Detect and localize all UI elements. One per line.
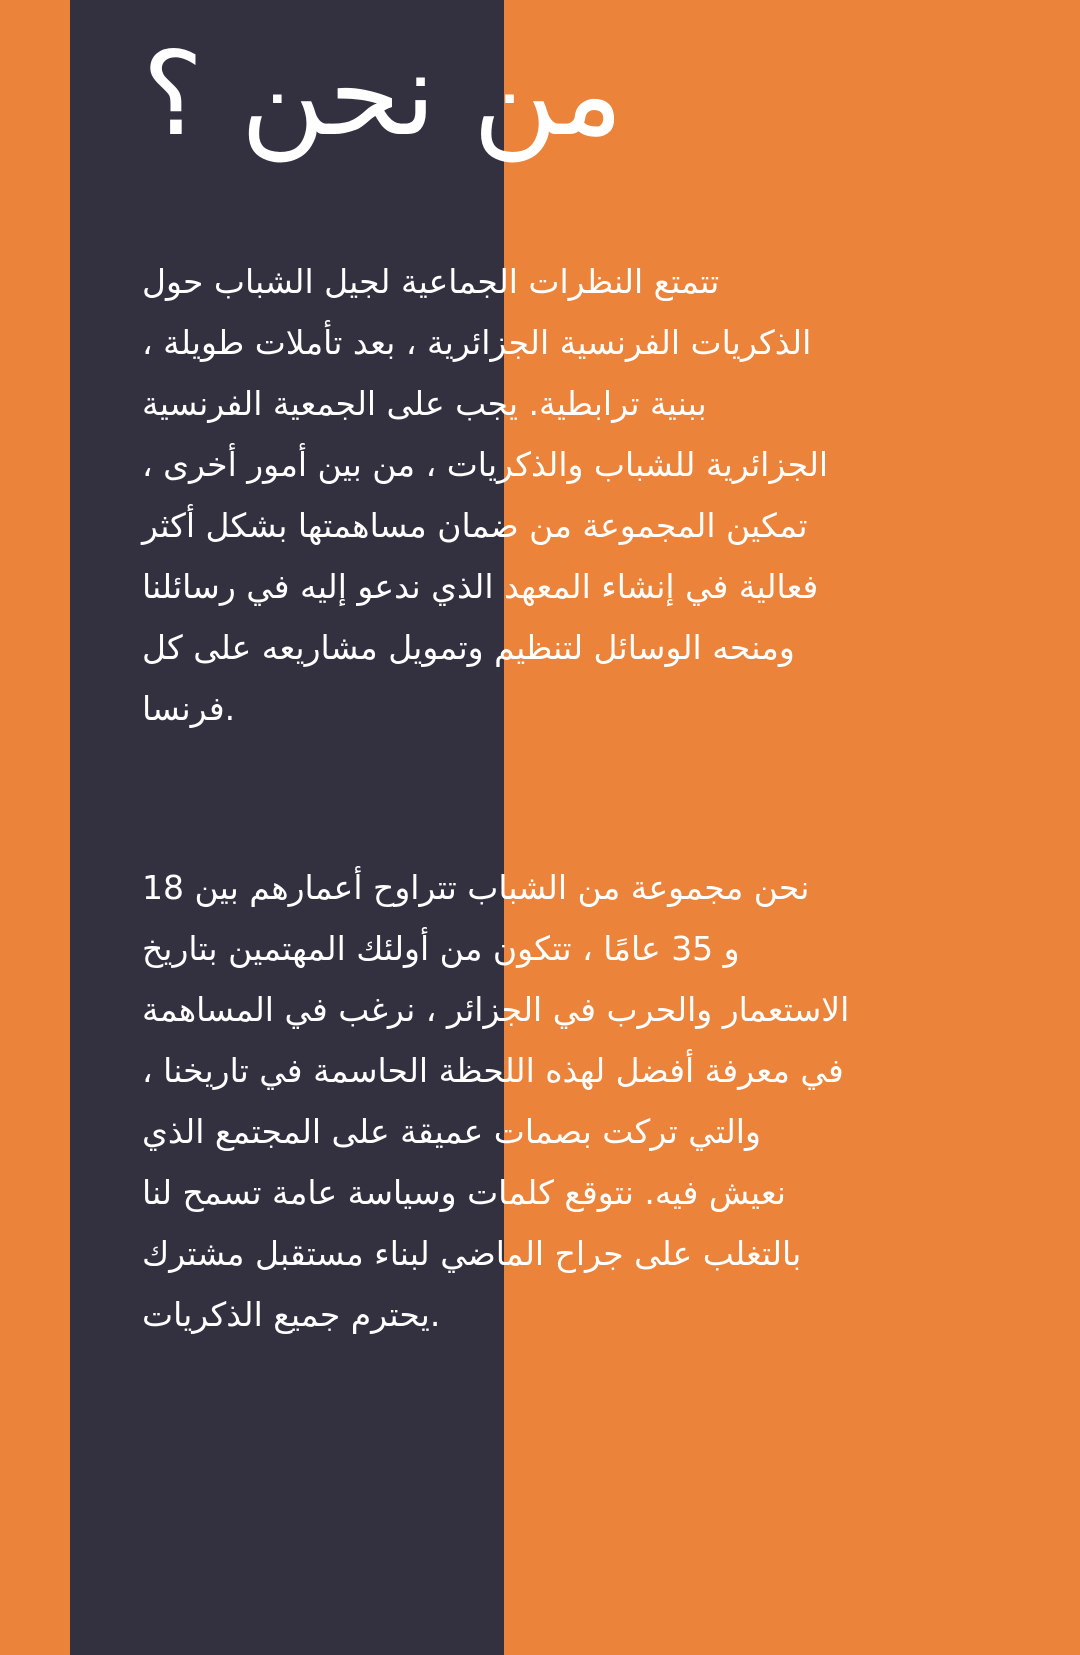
paragraph-1-line: الجزائرية للشباب والذكريات ، من بين أمور أخرى ،: [142, 445, 829, 485]
about-section: [142, 0, 952, 1345]
paragraph-1: [142, 251, 952, 739]
paragraph-2-line: الاستعمار والحرب في الجزائر ، نرغب في المساهمة: [142, 990, 850, 1030]
paragraph-1-line: فعالية في إنشاء المعهد الذي ندعو إليه في رسائلنا: [142, 567, 819, 607]
paragraph-2-line: .يحترم جميع الذكريات: [142, 1295, 441, 1335]
paragraph-2-line: و 35 عامًا ، تتكون من أولئك المهتمين بتاريخ: [142, 929, 740, 969]
paragraph-2-line: في معرفة أفضل لهذه اللحظة الحاسمة في تاريخنا ،: [142, 1051, 844, 1091]
paragraph-2-line: والتي تركت بصمات عميقة على المجتمع الذي: [142, 1112, 761, 1152]
paragraph-1-line: .فرنسا: [142, 689, 236, 729]
paragraph-1-line: الذكريات الفرنسية الجزائرية ، بعد تأملات طويلة ،: [142, 323, 812, 363]
paragraph-2-line: نعيش فيه. نتوقع كلمات وسياسة عامة تسمح لنا: [142, 1173, 786, 1213]
paragraph-2-line: بالتغلب على جراح الماضي لبناء مستقبل مشترك: [142, 1234, 802, 1274]
page-title: من نحن ؟: [142, 27, 624, 162]
paragraph-1-line: ومنحه الوسائل لتنظيم وتمويل مشاريعه على كل: [142, 628, 795, 668]
paragraph-2: [142, 857, 952, 1345]
paragraph-1-line: تتمتع النظرات الجماعية لجيل الشباب حول: [142, 262, 720, 302]
paragraph-2-line: نحن مجموعة من الشباب تتراوح أعمارهم بين 18: [142, 868, 810, 908]
paragraph-1-line: ببنية ترابطية. يجب على الجمعية الفرنسية: [142, 384, 707, 424]
paragraph-1-line: تمكين المجموعة من ضمان مساهمتها بشكل أكثر: [142, 506, 808, 546]
